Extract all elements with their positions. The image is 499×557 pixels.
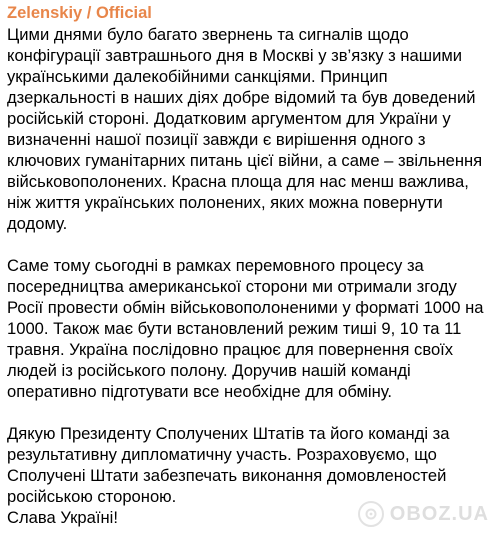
message-line: українськими далекобійними санкціями. Принцип	[7, 67, 388, 86]
message-line: людей із російського полону. Доручив нашій команді	[7, 361, 411, 380]
message-line: травня. Україна послідовно працює для повернення своїх	[7, 340, 454, 359]
message-line: визначенні нашої позиції завжди є вирішення одного з	[7, 130, 426, 149]
message-line: 1000. Також має бути встановлений режим тиші 9, 10 та 11	[7, 319, 462, 338]
message-line: російською стороною.	[7, 487, 177, 506]
message-line: конфігурації завтрашнього дня в Москві у зв’язку з нашими	[7, 46, 463, 65]
message-line: оперативно підготувати все необхідне для обміну.	[7, 382, 393, 401]
channel-name[interactable]: Zelenskiy / Official	[7, 4, 152, 22]
message-line: Сполучені Штати забезпечать виконання домовленостей	[7, 466, 447, 485]
message-line: додому.	[7, 214, 68, 233]
message-line: Слава Україні!	[7, 508, 118, 527]
message-text	[7, 24, 491, 528]
message-line: військовополонених. Красна площа для нас менш важлива,	[7, 172, 469, 191]
message-line: російській стороні. Додатковим аргументом для України у	[7, 109, 451, 128]
message-line: ніж життя українських полонених, яких можна повернути	[7, 193, 443, 212]
watermark-text: OBOZ.UA	[389, 502, 489, 525]
message-line: Саме тому сьогодні в рамках перемовного процесу за	[7, 256, 424, 275]
message-line: Цими днями було багато звернень та сигналів щодо	[7, 25, 409, 44]
message-paragraph-2	[7, 255, 491, 402]
message-line: Дякую Президенту Сполучених Штатів та його команді за	[7, 424, 450, 443]
message-line: посередництва американської сторони ми отримали згоду	[7, 277, 457, 296]
message-line: результативну дипломатичну участь. Розраховуємо, що	[7, 445, 437, 464]
message-line: Росії провести обмін військовополоненими у форматі 1000 на	[7, 298, 484, 317]
message-paragraph-3	[7, 423, 491, 528]
message-line: дзеркальності в наших діях добре відомий та був доведений	[7, 88, 476, 107]
message-line: ключових гуманітарних питань цієї війни, а саме – звільнення	[7, 151, 483, 170]
message-paragraph-1	[7, 24, 491, 234]
